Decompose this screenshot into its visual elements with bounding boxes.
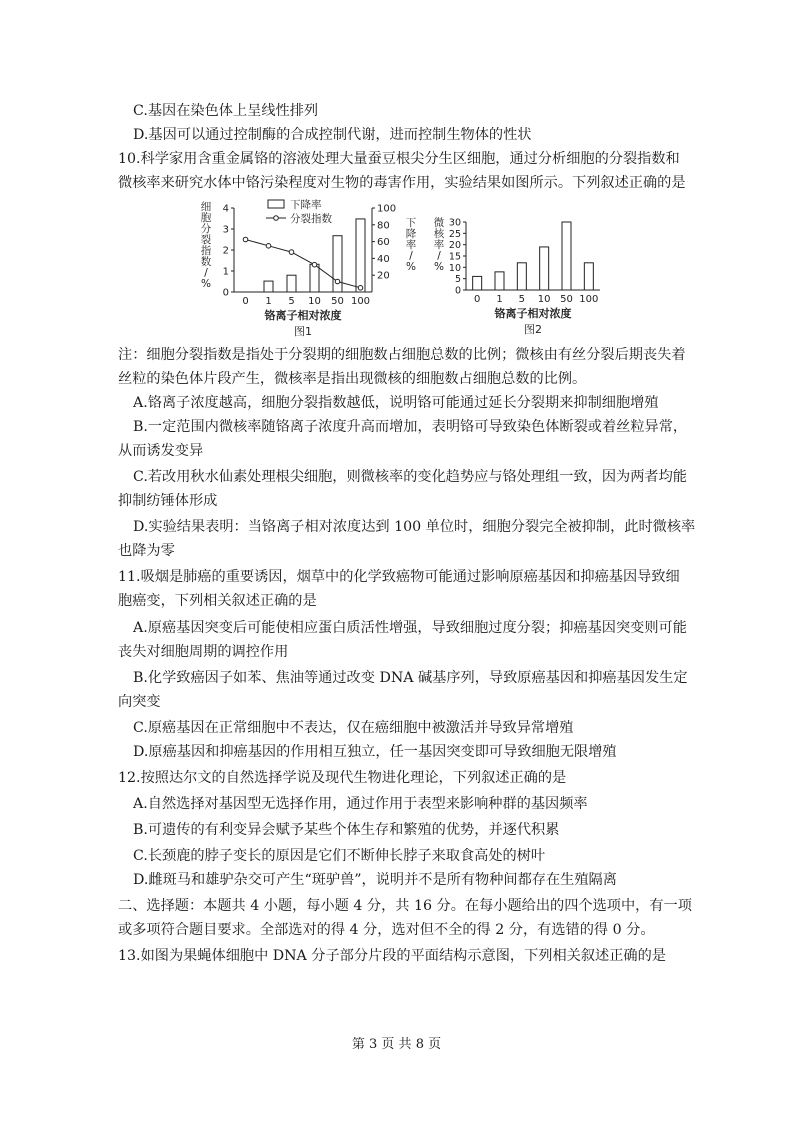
y-tick-label: 0 (454, 285, 461, 297)
y-tick-label: 5 (454, 274, 461, 286)
q10-note-line1: 注：细胞分裂指数是指处于分裂期的细胞数占细胞总数的比例；微核由有丝分裂后期丧失着 (118, 347, 686, 363)
x-tick-label: 0 (473, 294, 481, 305)
y-axis-label: 微核率/ % (433, 217, 445, 273)
y-right-tick-label: 40 (377, 253, 390, 265)
q11-option-c: C.原癌基因在正常细胞中不表达，仅在癌细胞中被激活并导致异常增殖 (133, 720, 574, 736)
q11-stem-line2: 胞癌变，下列相关叙述正确的是 (118, 593, 317, 609)
page-footer: 第 3 页 共 8 页 (351, 1037, 442, 1052)
x-tick-label: 5 (288, 296, 295, 307)
point-division-index (266, 244, 271, 249)
q9-option-c: C.基因在染色体上呈线性排列 (133, 103, 319, 119)
bar-micronucleus-rate (584, 263, 593, 290)
bar-micronucleus-rate (495, 272, 504, 290)
q10-option-a: A.铬离子浓度越高，细胞分裂指数越低，说明铬可能通过延长分裂期来抑制细胞增殖 (133, 395, 659, 411)
q10-option-b-line1: B.一定范围内微核率随铬离子浓度升高而增加，表明铬可导致染色体断裂或着丝粒异常， (133, 419, 688, 435)
legend-bar-swatch (268, 200, 284, 208)
y-right-tick-label: 80 (377, 220, 390, 232)
q12-option-a: A.自然选择对基因型无选择作用，通过作用于表型来影响种群的基因频率 (133, 796, 588, 812)
x-tick-label: 50 (560, 294, 573, 305)
x-axis-label: 铬离子相对浓度 (264, 309, 342, 322)
figure-caption: 图1 (294, 325, 312, 338)
q11-option-a-line2: 丧失对细胞周期的调控作用 (118, 644, 289, 660)
bar-decline-rate (310, 264, 319, 292)
x-tick-label: 0 (242, 296, 249, 307)
q10-note-line2: 丝粒的染色体片段产生，微核率是指出现微核的细胞数占细胞总数的比例。 (118, 371, 587, 387)
y-left-tick-label: 0 (222, 287, 229, 299)
bar-micronucleus-rate (517, 263, 526, 290)
x-axis-label: 铬离子相对浓度 (494, 307, 572, 320)
x-tick-label: 5 (518, 294, 526, 305)
q10-option-c-line1: C.若改用秋水仙素处理根尖细胞，则微核率的变化趋势应与铬处理组一致，因为两者均能 (133, 469, 687, 485)
figure-2-chart (430, 212, 605, 342)
point-division-index (335, 279, 340, 284)
bar-decline-rate (356, 219, 365, 292)
q9-option-d: D.基因可以通过控制酶的合成控制代谢，进而控制生物体的性状 (133, 127, 532, 143)
section2-instructions-line2: 或多项符合题目要求。全部选对的得 4 分，选对但不全的得 2 分，有选错的得 0 分。 (118, 922, 655, 938)
figure-1-chart (198, 196, 420, 342)
y-tick-label: 10 (448, 262, 461, 274)
q11-option-a-line1: A.原癌基因突变后可能使相应蛋白质活性增强，导致细胞过度分裂；抑癌基因突变则可能 (133, 620, 687, 636)
point-division-index (358, 286, 363, 291)
legend-line-marker (274, 216, 279, 221)
y-axis-right-label: 下降率/ % (405, 217, 417, 273)
q12-option-d: D.雌斑马和雄驴杂交可产生“斑驴兽”，说明并不是所有物种间都存在生殖隔离 (133, 872, 617, 888)
bar-micronucleus-rate (473, 276, 482, 290)
q10-option-c-line2: 抑制纺锤体形成 (118, 493, 218, 509)
line-division-index (246, 240, 361, 288)
y-left-tick-label: 2 (222, 245, 229, 257)
q10-stem-line2: 微核率来研究水体中铬污染程度对生物的毒害作用，实验结果如图所示。下列叙述正确的是 (118, 175, 686, 191)
bar-decline-rate (287, 275, 296, 292)
y-left-tick-label: 3 (222, 224, 229, 236)
q12-option-b: B.可遗传的有利变异会赋予某些个体生存和繁殖的优势，并逐代积累 (133, 822, 560, 838)
y-tick-label: 25 (448, 228, 461, 240)
y-right-tick-label: 60 (377, 237, 390, 249)
q10-stem-line1: 10.科学家用含重金属铬的溶液处理大量蚕豆根尖分生区细胞，通过分析细胞的分裂指数和 (118, 151, 680, 167)
section2-instructions-line1: 二、选择题：本题共 4 小题，每小题 4 分，共 16 分。在每小题给出的四个选项中，有一项 (118, 898, 692, 914)
y-tick-label: 30 (448, 217, 461, 229)
figure-caption: 图2 (524, 323, 542, 336)
legend-bar-label: 下降率 (290, 199, 322, 211)
x-tick-label: 50 (331, 296, 344, 307)
point-division-index (289, 250, 294, 255)
q11-option-b-line2: 向突变 (118, 694, 161, 710)
q11-option-d: D.原癌基因和抑癌基因的作用相互独立，任一基因突变即可导致细胞无限增殖 (133, 744, 617, 760)
y-axis-left-label: 细胞分裂指数/ % (200, 201, 212, 290)
y-right-tick-label: 100 (377, 203, 397, 215)
bar-micronucleus-rate (562, 222, 571, 290)
y-right-tick-label: 20 (377, 270, 390, 282)
q10-option-d-line2: 也降为零 (118, 543, 175, 559)
q12-stem: 12.按照达尔文的自然选择学说及现代生物进化理论，下列叙述正确的是 (118, 770, 567, 786)
y-tick-label: 15 (448, 251, 461, 263)
q10-option-b-line2: 从而诱发变异 (118, 443, 204, 459)
legend-line-label: 分裂指数 (290, 213, 332, 225)
x-tick-label: 10 (537, 294, 551, 305)
x-tick-label: 100 (579, 294, 599, 305)
x-tick-label: 10 (308, 296, 321, 307)
q11-option-b-line1: B.化学致癌因子如苯、焦油等通过改变 DNA 碱基序列，导致原癌基因和抑癌基因发生定 (133, 670, 688, 686)
y-left-tick-label: 4 (222, 203, 229, 215)
y-tick-label: 20 (448, 240, 461, 252)
bar-micronucleus-rate (540, 247, 549, 290)
x-tick-label: 100 (350, 296, 371, 307)
x-tick-label: 1 (496, 294, 503, 305)
bar-decline-rate (264, 281, 273, 292)
q10-option-d-line1: D.实验结果表明：当铬离子相对浓度达到 100 单位时，细胞分裂完全被抑制，此时微核率 (133, 519, 696, 535)
x-tick-label: 1 (265, 296, 272, 307)
q12-option-c: C.长颈鹿的脖子变长的原因是它们不断伸长脖子来取食高处的树叶 (133, 848, 546, 864)
point-division-index (243, 237, 248, 242)
q11-stem-line1: 11.吸烟是肺癌的重要诱因，烟草中的化学致癌物可能通过影响原癌基因和抑癌基因导致细 (118, 569, 680, 585)
point-division-index (312, 262, 317, 267)
q13-stem: 13.如图为果蝇体细胞中 DNA 分子部分片段的平面结构示意图，下列相关叙述正确的是 (118, 948, 666, 964)
y-left-tick-label: 1 (222, 266, 229, 278)
